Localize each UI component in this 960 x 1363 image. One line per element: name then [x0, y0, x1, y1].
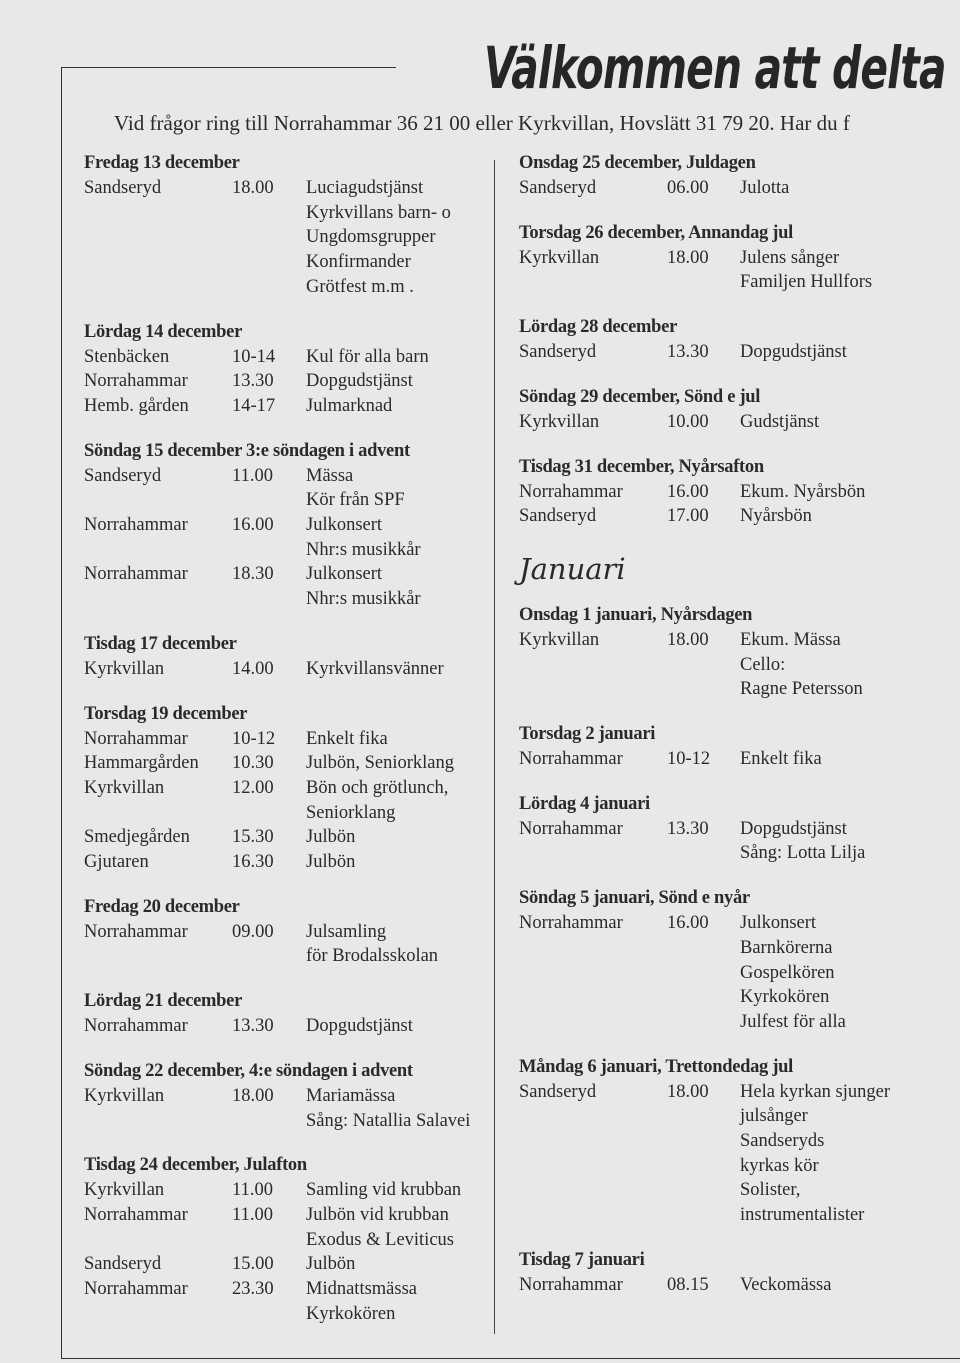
event-place: Norrahammar [84, 1204, 188, 1225]
event-place: Norrahammar [519, 1274, 623, 1295]
event-description-line: Sång: Natallia Salavei [306, 1110, 471, 1131]
day-title: Onsdag 1 januari, Nyårsdagen [519, 604, 753, 625]
day-block [84, 320, 489, 419]
event-description [740, 340, 960, 365]
event-row [519, 747, 960, 772]
event-description-line: Julbön, Seniorklang [306, 753, 454, 774]
event-time: 14.00 [232, 658, 274, 679]
event-description-line: för Brodalsskolan [306, 946, 439, 967]
event-description-line: Ungdomsgrupper [306, 227, 436, 248]
event-description-line: Julbön [306, 1254, 356, 1275]
event-time: 15.00 [232, 1254, 274, 1275]
event-description [306, 1252, 489, 1277]
event-place: Norrahammar [519, 818, 623, 839]
event-description-line: Dopgudstjänst [306, 1016, 413, 1037]
day-title: Lördag 14 december [84, 321, 242, 342]
event-row [84, 1252, 489, 1277]
event-description-line: Gospelkören [740, 962, 835, 983]
day-block [519, 603, 960, 702]
event-time: 13.30 [667, 342, 709, 363]
event-description [740, 1080, 960, 1228]
day-title: Lördag 4 januari [519, 793, 650, 814]
event-description [306, 176, 489, 300]
event-description [740, 628, 960, 702]
event-place: Sandseryd [519, 178, 597, 198]
event-place: Kyrkvillan [84, 777, 165, 798]
event-description-line: Julbön vid krubban [306, 1204, 449, 1225]
day-block [84, 989, 489, 1039]
event-row [84, 1277, 489, 1326]
event-description-line: Julkonsert [740, 913, 817, 934]
event-place: Kyrkvillan [519, 629, 600, 650]
event-time: 18.00 [667, 1081, 709, 1102]
event-description-line: Julkonsert [306, 515, 383, 536]
event-time: 23.30 [232, 1279, 274, 1300]
event-description-line: Kul för alla barn [306, 346, 429, 367]
event-place: Hammargården [84, 753, 199, 774]
event-row [84, 562, 489, 611]
event-place: Kyrkvillan [84, 1180, 165, 1201]
event-description-line: Veckomässa [740, 1274, 832, 1295]
event-place: Kyrkvillan [519, 411, 600, 432]
event-row [84, 1203, 489, 1252]
event-description-line: kyrkas kör [740, 1155, 819, 1176]
event-description-line: Julfest för alla [740, 1011, 846, 1032]
event-place: Kyrkvillan [84, 1085, 165, 1106]
day-block [519, 886, 960, 1035]
event-description [740, 246, 960, 295]
event-place: Gjutaren [84, 852, 149, 873]
event-description-line: Grötfest m.m . [306, 276, 414, 297]
event-description-line: Solister, [740, 1180, 801, 1201]
event-description-line: Enkelt fika [740, 749, 822, 770]
event-description [740, 911, 960, 1035]
event-row [519, 1080, 960, 1228]
event-description-line: Kyrkvillans barn- o [306, 202, 451, 223]
event-description-line: Ekum. Mässa [740, 629, 841, 650]
event-place: Norrahammar [84, 728, 188, 749]
event-row [519, 504, 960, 529]
event-description-line: Nyårsbön [740, 506, 812, 527]
event-description-line: Barnkörerna [740, 937, 833, 958]
event-place: Norrahammar [84, 371, 188, 392]
day-title: Torsdag 2 januari [519, 724, 656, 745]
event-time: 10-12 [232, 728, 276, 749]
event-description [306, 1084, 489, 1133]
event-place: Sandseryd [84, 178, 162, 198]
event-description-line: Ragne Petersson [740, 679, 863, 700]
event-description-line: Exodus & Leviticus [306, 1229, 454, 1250]
day-title: Torsdag 19 december [84, 703, 248, 724]
event-description-line: Julmarknad [306, 395, 393, 416]
event-place: Sandseryd [519, 342, 597, 363]
day-title: Onsdag 25 december, Juldagen [519, 153, 756, 173]
day-title: Söndag 29 december, Sönd e jul [519, 386, 761, 407]
event-description-line: Dopgudstjänst [306, 371, 413, 392]
event-time: 15.30 [232, 827, 274, 848]
event-description-line: Konfirmander [306, 252, 411, 273]
event-description-line: Bön och grötlunch, [306, 777, 449, 798]
day-block [519, 455, 960, 529]
event-description [306, 464, 489, 513]
event-description [306, 657, 489, 682]
event-description [306, 1014, 489, 1039]
event-row [84, 751, 489, 776]
event-description [306, 825, 489, 850]
event-row [84, 1014, 489, 1039]
event-time: 06.00 [667, 178, 709, 198]
event-place: Norrahammar [84, 515, 188, 536]
event-description [740, 1273, 960, 1298]
event-description-line: Midnattsmässa [306, 1279, 417, 1300]
event-description-line: Hela kyrkan sjunger [740, 1081, 891, 1102]
day-title: Söndag 15 december 3:e söndagen i advent [84, 440, 410, 461]
event-description [740, 176, 960, 201]
day-title: Lördag 21 december [84, 991, 242, 1012]
day-title: Tisdag 7 januari [519, 1249, 645, 1270]
event-row [84, 369, 489, 394]
day-block [84, 151, 489, 300]
event-description-line: Dopgudstjänst [740, 818, 847, 839]
event-time: 16.00 [667, 481, 709, 502]
event-place: Sandseryd [519, 506, 597, 527]
event-place: Sandseryd [84, 465, 162, 486]
event-description [306, 850, 489, 875]
day-block [519, 722, 960, 772]
event-row [84, 657, 489, 682]
event-time: 08.15 [667, 1274, 709, 1295]
event-row [519, 246, 960, 295]
event-place: Sandseryd [84, 1254, 162, 1275]
event-time: 11.00 [232, 1180, 273, 1201]
event-row [519, 176, 960, 201]
event-description-line: Nhr:s musikkår [306, 589, 421, 610]
event-row [84, 513, 489, 562]
day-title: Tisdag 24 december, Julafton [84, 1155, 307, 1176]
event-place: Norrahammar [84, 1016, 188, 1037]
day-title: Tisdag 31 december, Nyårsafton [519, 456, 764, 477]
day-block [519, 221, 960, 295]
event-description [306, 1178, 489, 1203]
event-row [84, 1178, 489, 1203]
event-time: 10-12 [667, 749, 711, 770]
event-time: 18.00 [667, 629, 709, 650]
event-description [740, 410, 960, 435]
event-row [84, 345, 489, 370]
day-block [84, 702, 489, 875]
day-block [519, 151, 960, 201]
event-row [84, 825, 489, 850]
event-row [84, 850, 489, 875]
day-block [84, 1059, 489, 1133]
event-row [84, 464, 489, 513]
event-description-line: Ekum. Nyårsbön [740, 481, 866, 502]
event-place: Kyrkvillan [84, 658, 165, 679]
day-title: Söndag 22 december, 4:e söndagen i advent [84, 1060, 413, 1081]
schedule-column-december [84, 151, 489, 1347]
event-description [306, 1277, 489, 1326]
event-time: 18.00 [232, 178, 274, 198]
event-description-line: Familjen Hullfors [740, 272, 873, 293]
event-place: Kyrkvillan [519, 247, 600, 268]
event-row [84, 920, 489, 969]
event-time: 17.00 [667, 506, 709, 527]
event-row [519, 1273, 960, 1298]
event-description [306, 727, 489, 752]
day-block [519, 1055, 960, 1228]
event-time: 13.30 [232, 1016, 274, 1037]
event-row [84, 176, 489, 300]
day-block [84, 439, 489, 612]
event-row [519, 817, 960, 866]
event-description-line: Sång: Lotta Lilja [740, 843, 866, 864]
event-description [740, 817, 960, 866]
event-row [84, 727, 489, 752]
event-description [306, 776, 489, 825]
event-row [519, 480, 960, 505]
event-description-line: Seniorklang [306, 802, 396, 823]
event-description-line: Julkonsert [306, 564, 383, 585]
event-description [306, 562, 489, 611]
event-description-line: Julotta [740, 178, 790, 198]
event-row [519, 628, 960, 702]
event-description-line: Luciagudstjänst [306, 178, 424, 198]
event-description-line: Sandseryds [740, 1131, 825, 1152]
event-time: 09.00 [232, 921, 274, 942]
event-row [84, 394, 489, 419]
event-row [84, 776, 489, 825]
event-description-line: Julbön [306, 852, 356, 873]
column-divider [494, 160, 495, 1334]
event-description [306, 369, 489, 394]
event-row [519, 410, 960, 435]
event-time: 18.30 [232, 564, 274, 585]
event-time: 13.30 [232, 371, 274, 392]
day-title: Söndag 5 januari, Sönd e nyår [519, 888, 750, 909]
event-place: Norrahammar [84, 921, 188, 942]
frame-left-line [61, 67, 62, 1359]
event-description-line: Kör från SPF [306, 490, 405, 511]
event-place: Stenbäcken [84, 346, 170, 367]
event-description-line: Mariamässa [306, 1085, 396, 1106]
event-description-line: Cello: [740, 654, 786, 675]
event-place: Norrahammar [84, 564, 188, 585]
day-title: Lördag 28 december [519, 317, 677, 338]
event-place: Norrahammar [519, 481, 623, 502]
event-place: Norrahammar [84, 1279, 188, 1300]
event-description [306, 394, 489, 419]
day-block [84, 895, 489, 969]
day-block [519, 315, 960, 365]
event-row [519, 911, 960, 1035]
event-description-line: julsånger [740, 1106, 808, 1127]
day-title: Tisdag 17 december [84, 633, 237, 654]
event-description [740, 504, 960, 529]
event-row [84, 1084, 489, 1133]
schedule-column-late-december-january [519, 151, 960, 1318]
event-time: 16.30 [232, 852, 274, 873]
event-place: Norrahammar [519, 749, 623, 770]
event-description-line: Julens sånger [740, 247, 840, 268]
event-description-line: Enkelt fika [306, 728, 388, 749]
event-description-line: Kyrkokören [306, 1303, 396, 1324]
day-block [519, 1248, 960, 1298]
page-title: Välkommen att delta [484, 34, 946, 102]
day-title: Fredag 13 december [84, 153, 240, 173]
event-place: Hemb. gården [84, 395, 189, 416]
event-description-line: Julbön [306, 827, 356, 848]
event-description-line: Dopgudstjänst [740, 342, 847, 363]
event-description-line: Julsamling [306, 921, 387, 942]
event-description [306, 1203, 489, 1252]
event-time: 18.00 [232, 1085, 274, 1106]
day-block [84, 632, 489, 682]
day-block [519, 385, 960, 435]
event-description [740, 480, 960, 505]
event-description-line: Kyrkokören [740, 987, 830, 1008]
event-time: 13.30 [667, 818, 709, 839]
day-title: Måndag 6 januari, Trettondedag jul [519, 1056, 794, 1077]
event-description-line: Gudstjänst [740, 411, 820, 432]
event-place: Norrahammar [519, 913, 623, 934]
day-block [519, 792, 960, 866]
event-place: Sandseryd [519, 1081, 597, 1102]
event-description-line: Kyrkvillansvänner [306, 658, 444, 679]
event-description [306, 513, 489, 562]
event-time: 14-17 [232, 395, 276, 416]
event-description [306, 345, 489, 370]
event-description-line: Nhr:s musikkår [306, 539, 421, 560]
event-row [519, 340, 960, 365]
event-time: 11.00 [232, 465, 273, 486]
day-block [84, 1153, 489, 1326]
event-description [740, 747, 960, 772]
event-time: 10.30 [232, 753, 274, 774]
intro-text: Vid frågor ring till Norrahammar 36 21 00 eller Kyrkvillan, Hovslätt 31 79 20. Har du f [114, 111, 850, 135]
day-title: Torsdag 26 december, Annandag jul [519, 222, 793, 243]
event-description [306, 920, 489, 969]
event-place: Smedjegården [84, 827, 190, 848]
frame-top-line [61, 67, 396, 68]
frame-bottom-line [61, 1358, 960, 1359]
event-time: 10.00 [667, 411, 709, 432]
day-title: Fredag 20 december [84, 896, 240, 917]
month-heading: Januari [519, 551, 626, 586]
event-time: 16.00 [667, 913, 709, 934]
event-time: 11.00 [232, 1204, 273, 1225]
event-time: 16.00 [232, 515, 274, 536]
event-description-line: instrumentalister [740, 1205, 865, 1226]
event-description [306, 751, 489, 776]
event-time: 12.00 [232, 777, 274, 798]
event-description-line: Samling vid krubban [306, 1180, 462, 1201]
event-description-line: Mässa [306, 465, 354, 486]
event-time: 18.00 [667, 247, 709, 268]
event-time: 10-14 [232, 346, 276, 367]
